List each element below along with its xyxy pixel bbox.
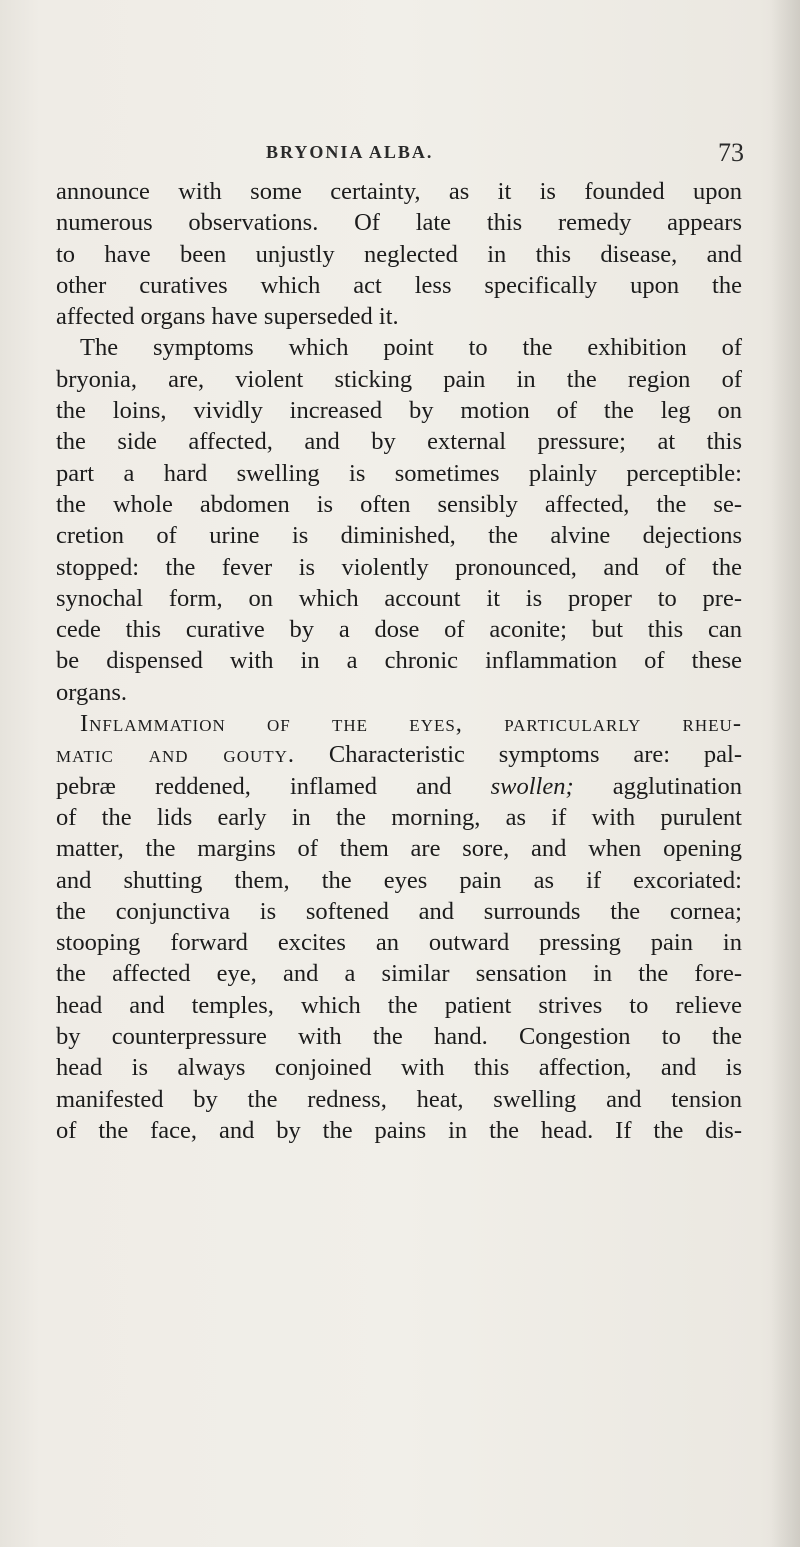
text-line: matter, the margins of them are sore, and when opening: [56, 835, 742, 863]
text-line: of the lids early in the morning, as if with purulent: [56, 803, 742, 831]
text-line: announce with some certainty, as it is founded upon: [56, 178, 742, 205]
text-fragment: agglutination: [573, 772, 742, 800]
text-line: affected organs have superseded it.: [56, 303, 399, 331]
text-line: the conjunctiva is softened and surrounds the cornea;: [56, 897, 742, 925]
text-line: [56, 771, 742, 802]
text-fragment: pebræ reddened, inflamed and: [56, 772, 491, 800]
text-line: [56, 739, 742, 770]
running-title: BRYONIA ALBA.: [266, 142, 434, 162]
text-line: manifested by the redness, heat, swelling and tension: [56, 1085, 742, 1113]
text-line: the side affected, and by external pressure; at this: [56, 428, 742, 456]
text-line: bryonia, are, violent sticking pain in the region of: [56, 365, 742, 393]
text-line: other curatives which act less specifically upon the: [56, 271, 742, 299]
text-line: stopped: the fever is violently pronounced, and of the: [56, 553, 742, 581]
text-line: The symptoms which point to the exhibition of: [80, 334, 742, 362]
text-line: cede this curative by a dose of aconite; but this can: [56, 616, 742, 644]
page-number: 73: [718, 138, 744, 167]
text-line: synochal form, on which account it is proper to pre-: [56, 584, 742, 612]
text-line: and shutting them, the eyes pain as if excoriated:: [56, 866, 742, 894]
text-line: by counterpressure with the hand. Congestion to the: [56, 1023, 742, 1051]
text-line: the whole abdomen is often sensibly affected, the se-: [56, 490, 742, 518]
text-line: organs.: [56, 678, 127, 706]
text-line: head is always conjoined with this affection, and is: [56, 1054, 742, 1082]
text-line: stooping forward excites an outward pressing pain in: [56, 929, 742, 957]
text-line: numerous observations. Of late this remedy appears: [56, 209, 742, 237]
section-heading: Inflammation of the eyes, particularly rheu-: [80, 710, 742, 738]
italic-term: swollen;: [490, 772, 574, 800]
text-line: the affected eye, and a similar sensation in the fore-: [56, 960, 742, 988]
text-line: of the face, and by the pains in the head. If the dis-: [56, 1116, 742, 1144]
section-heading-continued: matic and gouty.: [56, 741, 296, 769]
text-line: part a hard swelling is sometimes plainly perceptible:: [56, 459, 742, 487]
page-edge-shadow: [770, 0, 800, 1547]
text-line: be dispensed with in a chronic inflammation of these: [56, 647, 742, 675]
page-header: [0, 138, 800, 178]
text-line: cretion of urine is diminished, the alvine dejections: [56, 522, 742, 550]
text-line: to have been unjustly neglected in this disease, and: [56, 240, 742, 268]
text-fragment: Characteristic symptoms are: pal-: [295, 741, 742, 769]
text-line: the loins, vividly increased by motion of the leg on: [56, 397, 742, 425]
body-text: [56, 176, 742, 1146]
text-line: head and temples, which the patient strives to relieve: [56, 991, 742, 1019]
